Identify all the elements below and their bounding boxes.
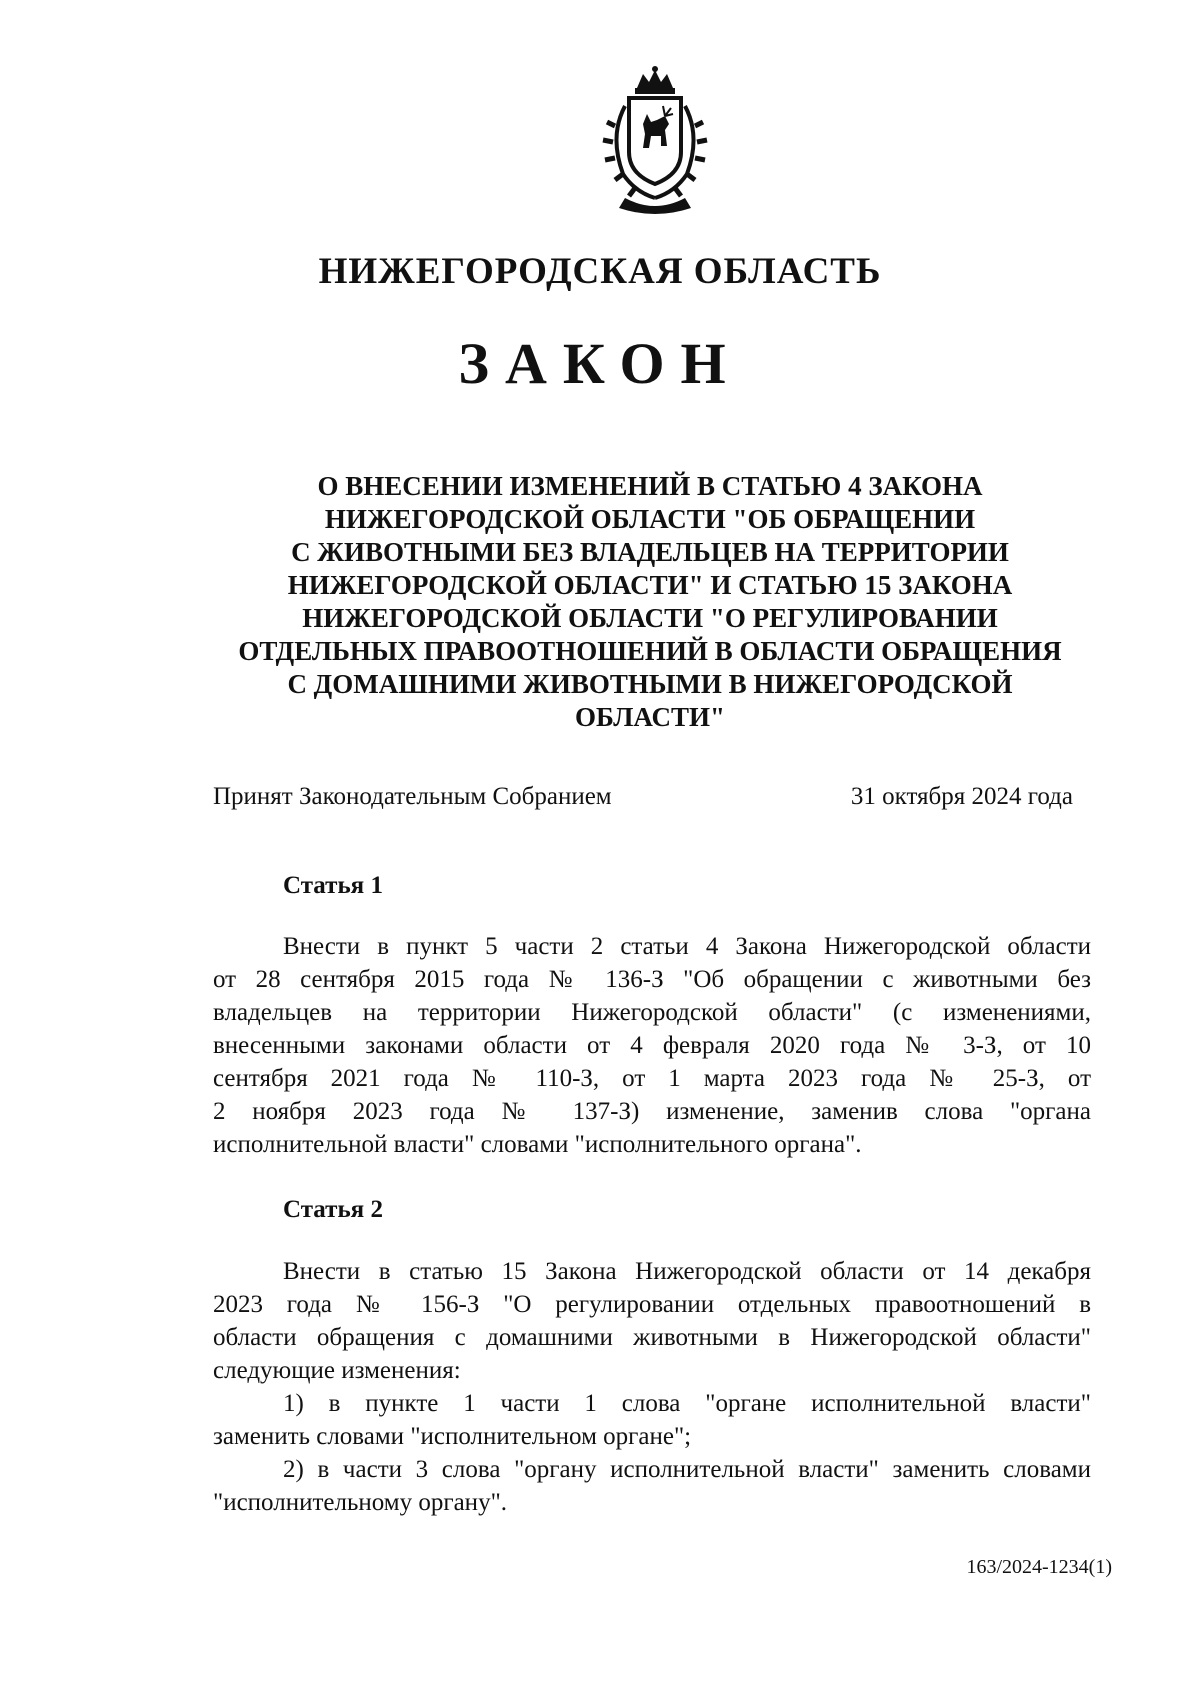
law-title-line: О ВНЕСЕНИИ ИЗМЕНЕНИЙ В СТАТЬЮ 4 ЗАКОНА [317,471,983,501]
text-line: 2) в части 3 слова "органу исполнительной власти" заменить словами [283,1456,1091,1483]
article-2-text [213,1255,1091,1519]
text-line: области обращения с домашними животными в Нижегородской области" [213,1324,1091,1351]
region-name: НИЖЕГОРОДСКАЯ ОБЛАСТЬ [318,251,882,292]
text-line: 2023 года № 156-З "О регулировании отдельных правоотношений в [213,1291,1091,1318]
text-line: исполнительной власти" словами "исполнительного органа". [213,1131,862,1158]
article-1-text [213,930,1091,1161]
text-line: Внести в статью 15 Закона Нижегородской области от 14 декабря [283,1258,1091,1285]
law-title-line: С ЖИВОТНЫМИ БЕЗ ВЛАДЕЛЬЦЕВ НА ТЕРРИТОРИИ [291,537,1009,567]
text-line: следующие изменения: [213,1357,461,1384]
law-title-line: С ДОМАШНИМИ ЖИВОТНЫМИ В НИЖЕГОРОДСКОЙ [287,669,1013,699]
article-1-heading: Статья 1 [283,872,383,899]
document-reference-number: 163/2024-1234(1) [966,1556,1112,1578]
text-line: владельцев на территории Нижегородской области" (с изменениями, [213,999,1091,1026]
text-line: сентября 2021 года № 110-З, от 1 марта 2023 года № 25-З, от [213,1065,1091,1092]
law-title-line: НИЖЕГОРОДСКОЙ ОБЛАСТИ "О РЕГУЛИРОВАНИИ [302,603,998,633]
adoption-date: 31 октября 2024 года [850,783,1073,810]
law-title-line: НИЖЕГОРОДСКОЙ ОБЛАСТИ "ОБ ОБРАЩЕНИИ [324,504,976,534]
text-line: от 28 сентября 2015 года № 136-З "Об обращении с животными без [213,966,1091,993]
text-line: заменить словами "исполнительном органе"; [213,1423,692,1450]
article-2-heading: Статья 2 [283,1196,383,1223]
text-line: 1) в пункте 1 части 1 слова "органе исполнительной власти" [283,1390,1091,1417]
law-title-line: НИЖЕГОРОДСКОЙ ОБЛАСТИ" И СТАТЬЮ 15 ЗАКОНА [287,570,1013,600]
text-line: "исполнительному органу". [213,1489,508,1516]
adopted-by: Принят Законодательным Собранием [213,783,612,810]
law-title-line: ОБЛАСТИ" [575,702,725,732]
law-title-line: ОТДЕЛЬНЫХ ПРАВООТНОШЕНИЙ В ОБЛАСТИ ОБРАЩЕНИЯ [238,636,1062,666]
coat-of-arms-emblem [585,66,725,214]
document-type: ЗАКОН [458,331,742,396]
text-line: 2 ноября 2023 года № 137-З) изменение, заменив слова "органа [213,1098,1091,1125]
adoption-line [213,783,1073,817]
law-title [220,470,1080,734]
text-line: Внести в пункт 5 части 2 статьи 4 Закона Нижегородской области [283,933,1091,960]
text-line: внесенными законами области от 4 февраля 2020 года № 3-З, от 10 [213,1032,1091,1059]
